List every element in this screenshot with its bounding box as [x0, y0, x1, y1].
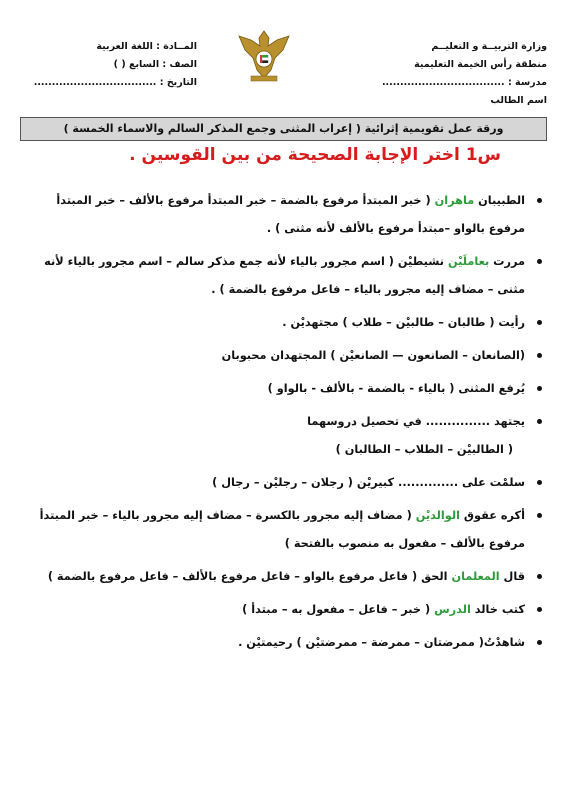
worksheet-title: ورقة عمل تقويمية إثرائية ( إعراب المثنى وجمع المذكر السالم والاسماء الخمسة ): [20, 117, 547, 141]
uae-emblem-icon: [237, 26, 291, 84]
list-item: يُرفع المثنى ( بالياء - بالضمة - بالألف - بالواو ): [25, 375, 545, 403]
question-title: س1 اختر الإجابة الصحيحة من بين القوسين .: [129, 145, 501, 165]
list-item: سلمْت على .............. كبيريْن ( رجلان – رجليْن – رجال ): [25, 469, 545, 497]
header-right: [347, 38, 547, 128]
list-item-options: ( الطالبيْن – الطلاب – الطالبان ): [335, 443, 513, 456]
header-left: [22, 38, 197, 92]
school-field: مدرسة : ..................................: [381, 77, 547, 88]
list-item: يجتهد ............... في تحصيل دروسهما ( الطالبيْن – الطلاب – الطالبان ): [25, 408, 545, 464]
question-list: [25, 187, 545, 662]
list-item: رأيت ( طالبان – طالبيْن – طلاب ) مجتهديْن .: [25, 309, 545, 337]
subject-label: المــادة : اللغة العربية: [96, 41, 197, 52]
list-item: الطبيبان ماهران ( خبر المبتدأ مرفوع بالضمة – خبر المبتدأ مرفوع بالألف – خبر المبتدأ مرفوع بالواو –مبتدأ مرفوع بالألف لأنه مثنى ) .: [25, 187, 545, 243]
list-item: مررت بعاملَيْن نشيطيْن ( اسم مجرور بالياء لأنه جمع مذكر سالم – اسم مجرور بالياء لأنه مثنى – مضاف إليه مجرور بالياء – فاعل مرفوع بالضمة ) .: [25, 248, 545, 304]
region-name: منطقة رأس الخيمة التعليمية: [414, 59, 547, 70]
student-name-field: اسم الطالب: [490, 95, 547, 106]
list-item: (الصانعان – الصانعون — الصانعيْن ) المجتهدان محبوبان: [25, 342, 545, 370]
list-item: قال المعلمان الحق ( فاعل مرفوع بالواو – فاعل مرفوع بالألف – فاعل مرفوع بالضمة ): [25, 563, 545, 591]
list-item: أكره عقوق الوالديْن ( مضاف إليه مجرور بالكسرة – مضاف إليه مجرور بالياء – خبر المبتدأ مرفوع بالألف – مفعول به منصوب بالفتحة ): [25, 502, 545, 558]
grade-label: الصف : السابع ( ): [113, 59, 197, 70]
ministry-name: وزارة التربيــة و التعليــم: [431, 41, 547, 52]
list-item: كتب خالد الدرس ( خبر – فاعل – مفعول به – مبتدأ ): [25, 596, 545, 624]
date-field: التاريخ : ..................................: [33, 77, 197, 88]
list-item: شاهدْتُ( ممرضتان – ممرضة – ممرضتيْن ) رحيمتيْن .: [25, 629, 545, 657]
